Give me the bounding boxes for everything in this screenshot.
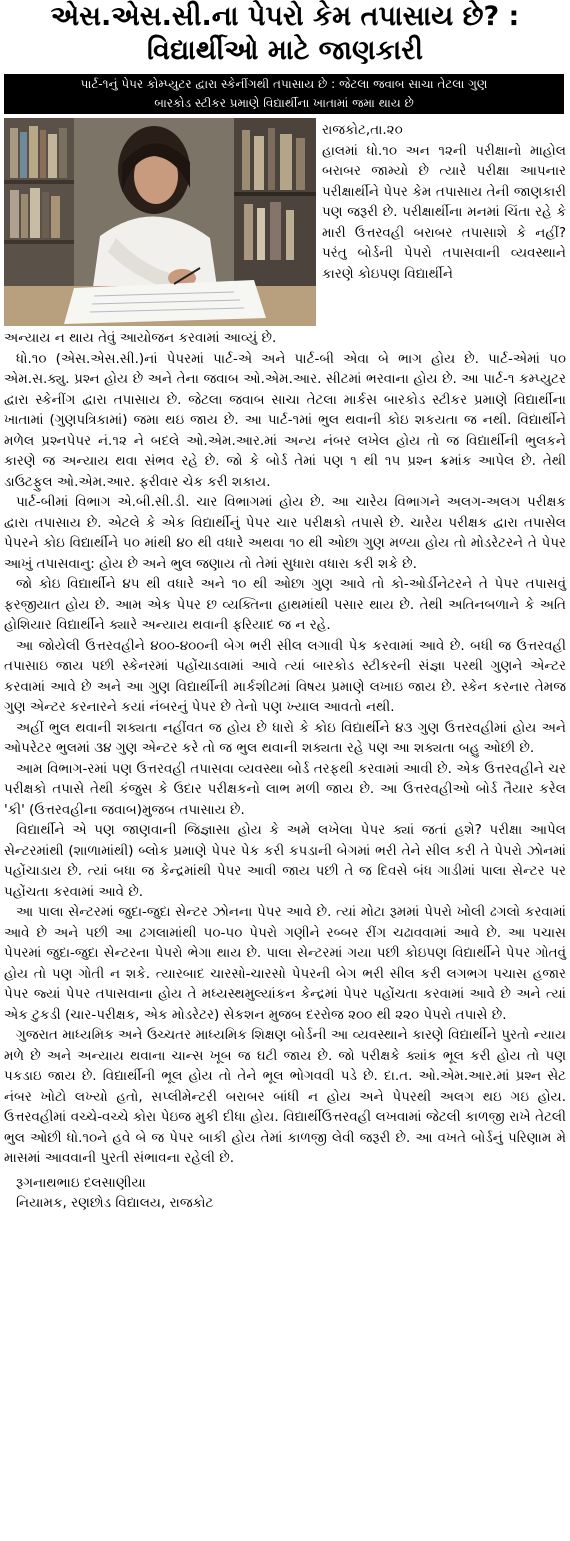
paragraph-2: પાર્ટ-બીમાં વિભાગ એ.બી.સી.ડી. ચાર વિભાગમાં હોય છે. આ ચારેય વિભાગને અલગ-અલગ પરીક્ષક દ્વારા તપાસાય છે. એટલે કે એક વિદ્યાર્થીનું પેપર ચાર પરીક્ષકો તપાસે છે. ચારેય પરીક્ષક દ્વારા તપાસેલ પેપરને કોઇ વિદ્યાર્થીને ૫૦ માંથી ૪૦ થી વધારે અથવા ૧૦ થી ઓછા ગુણ મળ્યા હોય તો મોડરેટરને તે પેપર આખું તપાસવાનુ: હોય છે અને ભુલ જણાય તો તેમાં સુધારા વધારા કરી શકે છે. <box>4 494 566 572</box>
paragraph-4: આ જોયેલી ઉત્તરવહીને ૪૦૦-૪૦૦ની બેગ ભરી સીલ લગાવી પેક કરવામાં આવે છે. બધી જ ઉત્તરવહી તપાસાઇ જાય પછી સ્કેનરમાં પહોંચાડવામાં આવે ત્યાં બારકોડ સ્ટીકરની સંજ્ઞા પરથી ગુણને એન્ટર કરવામાં આવે છે અને આ ગુણ વિદ્યાર્થીની માર્કશીટમાં વિષય પ્રમાણે લખાઇ જાય છે. સ્કેન કરનાર તેમજ ગુણ એન્ટર કરનારને કયાં નંબરનું પેપર છે તેનો પણ ખ્યાલ આવતો નથી. <box>4 637 566 715</box>
paragraph-6: આમ વિભાગ-રમાં પણ ઉત્તરવહી તપાસવા વ્યવસ્થા બોર્ડ તરફથી કરવામાં આવી છે. એક ઉત્તરવહીને ચર પરીક્ષકો તપાસે તેથી કંજુસ કે ઉદાર પરીક્ષકનો લાભ મળી જાય છે. આ ઉત્તરવહીઓ બોર્ડ તૈયાર કરેલ 'કી' (ઉત્તરવહીના જવાબ)મુજબ તપાસાય છે. <box>4 760 566 818</box>
paragraph-8: આ પાલા સેન્ટરમાં જુદા-જુદા સેન્ટર ઝોનના પેપર આવે છે. ત્યાં મોટા રૂમમાં પેપરો ખોલી ઢગલો કરવામાં આવે છે અને પછી આ ઢગલામાંથી ૫૦-૫૦ પેપરો ગણીને રબ્બર રીંગ ચઢાવવામાં આવે છે. આ પચાસ પેપરમાં જુદા-જુદા સેન્ટરના પેપરો ભેગા થાય છે. પાલા સેન્ટરમાં ગયા પછી કોઇપણ વિદ્યાર્થીને પેપર ગોતવું હોય તો પણ ગોતી ન શકે. ત્યારબાદ ચારસો-ચારસો પેપરની બેગ ભરી સીલ કરી લગભગ પચાસ હજાર પેપર જ્યાં પેપર તપાસવાના હોય તે મધ્યસ્થમુલ્યાંકન કેન્દ્રમાં પેપર પહોંચતા કરવામાં આવે છે અને ત્યાં એક ટુકડી (ચાર-પરીક્ષક, એક મોડરેટર) સેકશન મુજબ દરરોજ ૨૦૦ થી ૨૨૦ પેપરો તપાસે છે. <box>4 904 566 1023</box>
article-body <box>4 328 566 1214</box>
article-headline <box>0 0 570 72</box>
paragraph-9: ગુજરાત માધ્યમિક અને ઉચ્ચતર માધ્યમિક શિક્ષણ બોર્ડની આ વ્યવસ્થાને કારણે વિદ્યાર્થીને પુરતો ન્યાય મળે છે અને અન્યાય થવાના ચાન્સ ખૂબ જ ઘટી જાય છે. જો પરીક્ષકે ક્યાંક ભૂલ કરી હોય તો પણ પકડાઇ જાય છે. વિદ્યાર્થીની ભૂલ હોય તો તેને ભૂલ ભોગવવી પડે છે. દા.ત. ઓ.એમ.આર.માં પ્રશ્ન સેટ નંબર ખોટો લખ્યો હતો, સપ્લીમેન્ટરી બરાબર બાંધી ન હોય અને પેપરથી અલગ થઇ ગઇ હોય. ઉત્તરવહીમાં વચ્ચે-વચ્ચે કોરા પેઇજ મુકી દીધા હોય. વિદ્યાર્થીઉત્તરવહી લખવામાં જેટલી કાળજી રાખે તેટલી ભુલ ઓછી ધો.૧૦ને હવે બે જ પેપર બાકી હોય તેમાં કાળજી લેવી જરૂરી છે. આ વખતે બોર્ડનું પરિણામ મે માસમાં આવવાની પુરતી સંભાવના રહેલી છે. <box>4 1027 566 1166</box>
author-title: નિયામક, રણછોડ વિદ્યાલય, રાજકોટ <box>16 1195 214 1211</box>
author-name: રૂગનાથભાઇ દલસાણીયા <box>16 1174 146 1191</box>
paragraph-1: ધો.૧૦ (એસ.એસ.સી.)નાં પેપરમાં પાર્ટ-એ અને પાર્ટ-બી એવા બે ભાગ હોય છે. પાર્ટ-એમાં ૫૦ એમ.સ.ક્યુ. પ્રશ્ન હોય છે અને તેના જવાબ ઓ.એમ.આર. સીટમાં ભરવાના હોય છે. આ પાર્ટ-૧ કમ્પ્યુટર દ્વારા સ્કેનીંગ દ્વારા તપાસાય છે. જેટલા જવાબ સાચા તેટલા માર્કસ બારકોડ સ્ટીકર પ્રમાણે વિદ્યાર્થીના ખાતામાં (ગુણપત્રિકામાં) જમા થઇ જાય છે. આ પાર્ટ-૧માં ભુલ થવાની કોઇ શકયતા જ નથી. વિદ્યાર્થીને મળેલ પ્રશ્નપેપર નં.૧૨ ને બદલે ઓ.એમ.આર.માં અન્ય નંબર લખેલ હોય તો જ વિદ્યાર્થીની ભુલકને કારણે જ અન્યાય થવા સંભવ રહે છે. જો કે બોર્ડ તેમાં પણ ૧ થી ૧૫ પ્રશ્ન ક્રમાંક આપેલ છે. તેથી ડાઉટફુલ ઓ.એમ.આર. ફરીવાર ચેક કરી શકાય. <box>4 350 566 490</box>
paragraph-5: અહીં ભુલ થવાની શક્યતા નહીંવત જ હોય છે ધારો કે કોઇ વિદ્યાર્થીને ૪૩ ગુણ ઉત્તરવહીમાં હોય અને ઓપરેટર ભુલમાં ૩૪ ગુણ એન્ટર કરે તો જ ભુલ થવાની શક્યતા રહે પણ આ શક્યતા બહુ ઓછી છે. <box>4 719 566 756</box>
paragraph-3: જો કોઇ વિદ્યાર્થીને ૪૫ થી વધારે અને ૧૦ થી ઓછા ગુણ આવે તો કો-ઓર્ડીનેટરને તે પેપર તપાસવું ફરજીયાત હોય છે. આમ એક પેપર છ વ્યક્તિના હાથમાંથી પસાર થાય છે. તેથી અતિનબળાને કે અતિ હોશિયાર વિદ્યાર્થીને ક્યારે અન્યાય થવાની ફરિયાદ જ ન રહે. <box>4 576 566 633</box>
dateline: રાજકોટ,તા.૨૦ <box>322 122 403 138</box>
author-signature <box>4 1173 566 1214</box>
article-subhead <box>4 74 564 114</box>
subhead-line-2: બારકોડ સ્ટીકર પ્રમાણે વિદ્યાર્થીના ખાતામાં જમા થાય છે <box>154 96 414 110</box>
headline-line-2: વિદ્યાર્થીઓ માટે જાણકારી <box>147 35 423 66</box>
student-writing-photo <box>4 118 316 326</box>
intro-text: હાલમાં ધો.૧૦ અન ૧૨ની પરીક્ષાનો માહોલ બરાબર જામ્યો છે ત્યારે પરીક્ષા આપનાર પરીક્ષાર્થીને પેપર કેમ તપાસાય તેની જાણકારી પણ જરૂરી છે. પરીક્ષાર્થીના મનમાં ચિંતા રહે કે મારી ઉત્તરવહી બરાબર તપાસાશે કે નહીં? પરંતુ બોર્ડની પેપરો તપાસવાની વ્યવસ્થાને કારણે કોઇપણ વિદ્યાર્થીને <box>322 142 566 282</box>
paragraph-7: વિદ્યાર્થીને એ પણ જાણવાની જિજ્ઞાસા હોય કે અમે લખેલા પેપર ક્યાં જતાં હશે? પરીક્ષા આપેલ સેન્ટરમાંથી (શાળામાંથી) બ્લોક પ્રમાણે પેપર પેક કરી કપડાની બેગમાં ભરી તેને સીલ કરી તે પેપરો ઝોનમાં પહોંચાડાય છે. ત્યાં બધા જ કેન્દ્રમાંથી પેપર આવી જાય પછી તે જ દિવસે બંધ ગાડીમાં પાલા સેન્ટર પર પહોંચતા કરવામાં આવે છે. <box>4 822 566 900</box>
subhead-line-1: પાર્ટ-૧નું પેપર કોમ્પ્યુટર દ્વારા સ્કેનીંગથી તપાસાય છે : જેટલા જવાબ સાચા તેટલા ગુણ <box>80 77 488 91</box>
headline-line-1: એસ.એસ.સી.ના પેપરો કેમ તપાસાય છે? : <box>50 1 520 32</box>
intro-continuation: અન્યાય ન થાય તેવું આયોજન કરવામાં આવ્યું છે. <box>4 330 277 346</box>
photo-illustration <box>4 118 316 326</box>
intro-column <box>322 120 566 284</box>
